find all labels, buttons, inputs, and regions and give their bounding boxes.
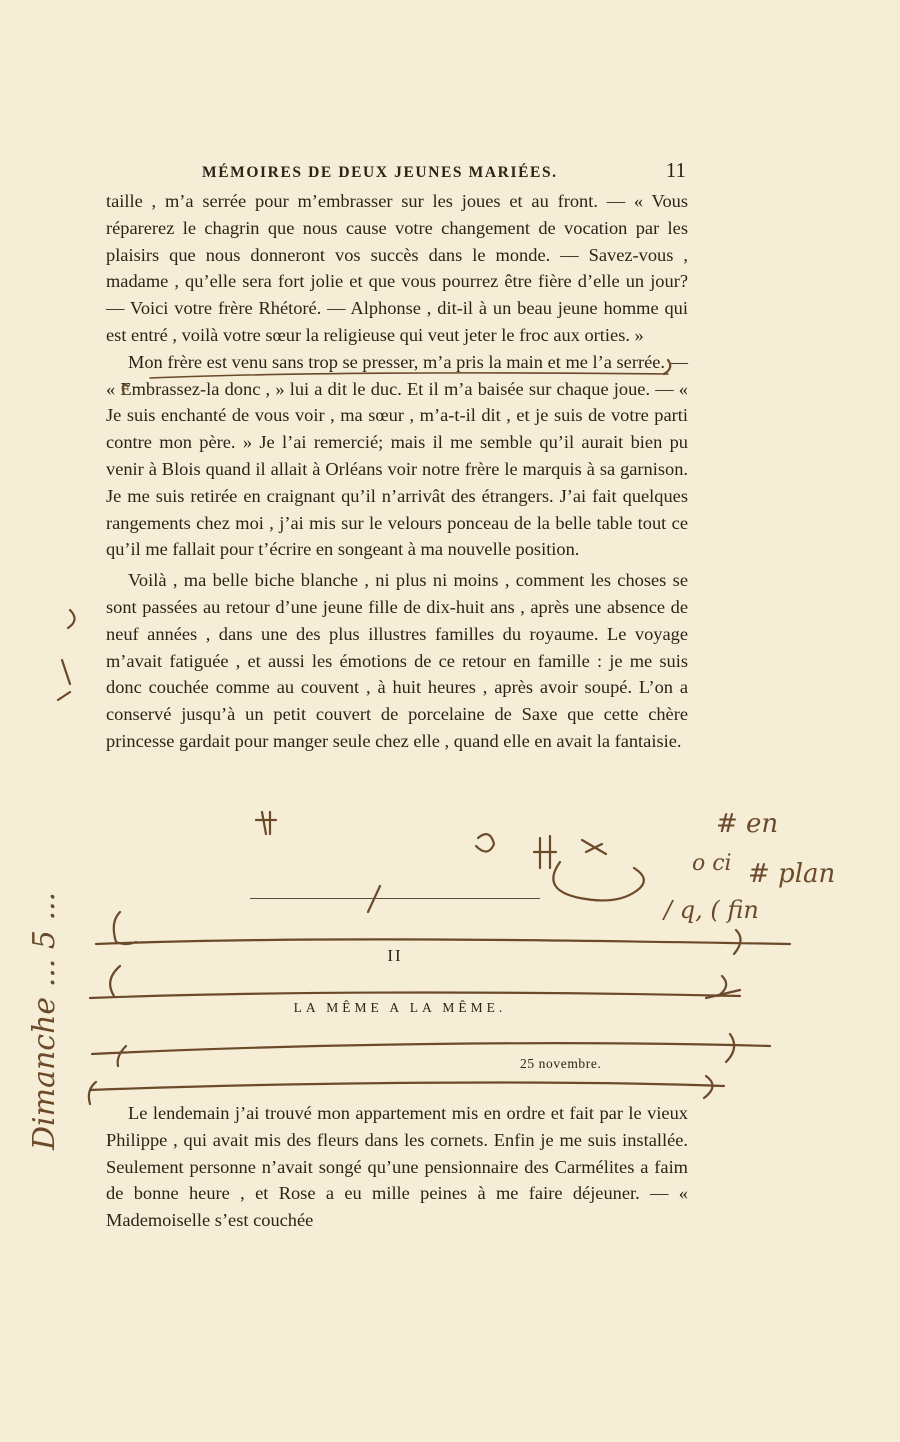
margin-stroke — [58, 610, 75, 700]
page-number: 11 — [665, 158, 686, 182]
paragraph-3: Voilà , ma belle biche blanche , ni plus ni moins , comment les choses se sont passées au retour d’une jeune fille de dix-huit ans , après une absence de neuf années , dans une des plus illustres familles du royaume. Le voyage m’avait fatiguée , et aussi les émotions de ce retour en famille : je me suis donc couchée comme au couvent , à huit heures , après avoir soupé. L’on a conservé jusqu’à un petit couvert de porcelaine de Saxe que cette chère princesse gardait pour manger seule chez elle , quand elle en avait la fantaisie. — [106, 570, 688, 751]
margin-note: / q, ( fin — [664, 896, 759, 924]
paragraph-4: Le lendemain j’ai trouvé mon appartement mis en ordre et fait par le vieux Philippe , qui avait mis des fleurs dans les cornets. Enfin je me suis installée. Seulement personne n’avait songé qu’une pensionnaire des Carmélites a faim de bonne heure , et Rose a eu mille peines à me faire déjeuner. — « Mademoiselle s’est couchée — [106, 1103, 688, 1231]
margin-note: # plan — [748, 859, 836, 889]
margin-note: # en — [716, 809, 779, 839]
paragraph-break-mark — [123, 360, 671, 394]
running-title: MÉMOIRES DE DEUX JEUNES MARIÉES. — [202, 164, 558, 181]
margin-note-vertical: Dimanche ... 5 ... — [27, 891, 62, 1150]
letter-title: LA MÊME A LA MÊME. — [293, 1000, 507, 1015]
bracket-line — [92, 1034, 770, 1066]
margin-note: o ci — [692, 851, 732, 876]
bracket-line — [89, 1076, 724, 1104]
rule-slash — [368, 886, 380, 912]
strike-mark — [476, 834, 494, 851]
strike-mark — [534, 836, 556, 868]
letter-date: 25 novembre. — [520, 1056, 602, 1071]
paragraph-2: Mon frère est venu sans trop se presser, m’a pris la main et me l’a serrée. — « Embrassez-la donc , » lui a dit le duc. Et il m’a baisée sur chaque joue. — « Je suis enchanté de vous voir , ma sœur , m’a-t-il dit , et je suis de votre parti contre mon père. » Je l’ai remercié; mais il me semble qu’il aurait bien pu venir à Blois quand il allait à Orléans voir notre frère le marquis à sa garnison. Je me suis retirée en craignant qu’il n’arrivât des étrangers. J’ai fait quelques rangements chez moi , j’ai mis sur le velours ponceau de la belle table tout ce qu’il me fallait pour t’écrire en songeant à ma nouvelle position. — [106, 351, 688, 560]
section-number: II — [387, 946, 403, 965]
strike-mark — [256, 812, 276, 834]
bracket-line — [90, 966, 740, 998]
strike-mark — [582, 840, 606, 854]
underline-mark — [150, 373, 668, 378]
guide-line — [553, 862, 644, 900]
paragraph-1: taille , m’a serrée pour m’embrasser sur les joues et au front. — « Vous réparerez le chagrin que nous cause votre changement de vocation par les plaisirs que nous donneront vos succès dans le monde. — Savez-vous , madame , qu’elle sera fort jolie et que vous pourrez être fière d’elle un jour? — Voici votre frère Rhétoré. — Alphonse , dit-il à un beau jeune homme qui est entré , voilà votre sœur la religieuse qui veut jeter le froc aux orties. » — [106, 191, 688, 345]
